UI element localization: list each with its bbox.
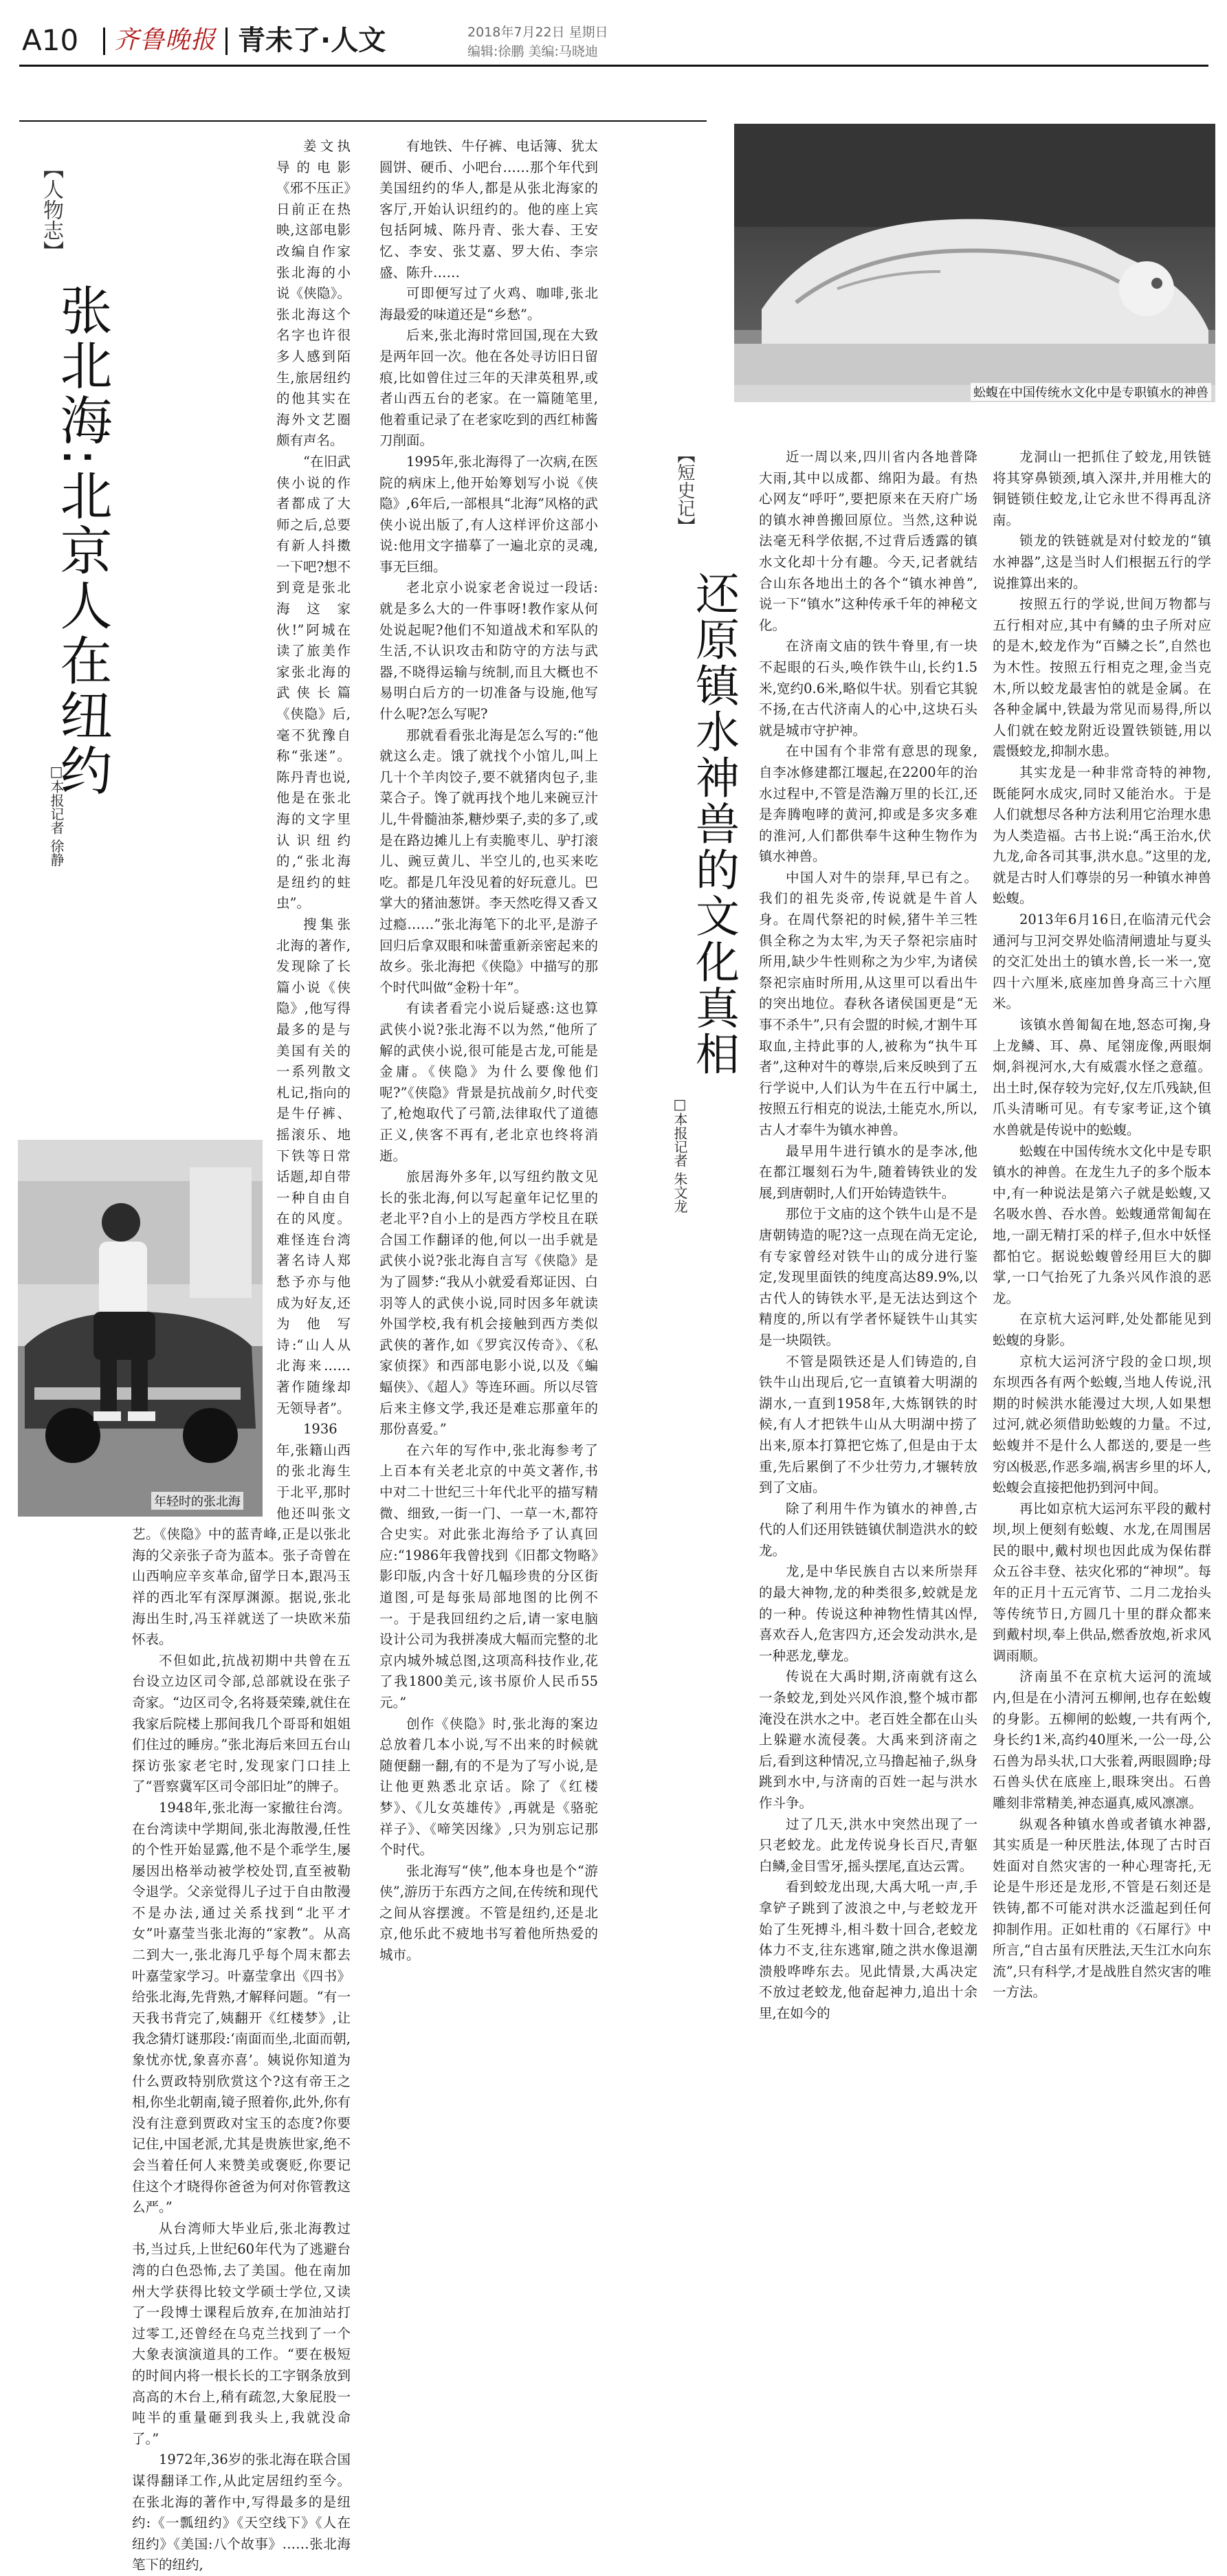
paragraph: 中国人对牛的崇拜,早已有之。我们的祖先炎帝,传说就是牛首人身。在周代祭祀的时候,猪牛羊三牲俱全称之为太牢,为天子祭祀宗庙时所用,缺少牛性则称之为少牢,为诸侯祭祀宗庙时所用,从这里可以看出牛的突出地位。春秋各诸侯国更是“无事不杀牛”,只有会盟的时候,才割牛耳取血,主持此事的人,被称为“执牛耳者”,这种对牛的尊崇,后来反映到了五行学说中,人们认为牛在五行中属土,按照五行相克的说法,土能克水,所以,古人才奉牛为镇水神兽。 — [759, 869, 977, 1138]
paragraph: 按照五行的学说,世间万物都与五行相对应,其中有鳞的虫子所对应的是木,蛟龙作为“百鳞之长”,自然也为木性。按照五行相克之理,金当克木,所以蛟龙最害怕的就是金属。在各种金属中,铁最为常见而易得,所以人们就在蛟龙附近设置铁锁链,用以震慑蛟龙,抑制水患。 — [993, 596, 1211, 760]
paragraph: 济南虽不在京杭大运河的流域内,但是在小清河五柳闸,也存在蚣蝮的身影。五柳闸的蚣蝮,一共有两个,身长约1米,高约40厘米,一公一母,公石兽为昂头状,口大张着,两眼圆睁;母石兽头伏在底座上,眼珠突出。石兽雕刻非常精美,神态逼真,威风凛凛。 — [993, 1669, 1211, 1811]
paragraph: 张北海写“侠”,他本身也是个“游侠”,游历于东西方之间,在传统和现代之间从容摆渡。不管是纽约,还是北京,他乐此不疲地书写着他所热爱的城市。 — [379, 1862, 598, 1963]
header-divider — [225, 27, 228, 55]
section-name: 青未了·人文 — [238, 25, 386, 56]
paragraph: 除了利用牛作为镇水的神兽,古代的人们还用铁链镇伏制造洪水的蛟龙。 — [759, 1500, 977, 1559]
paragraph: 纵观各种镇水兽或者镇水神器,其实质是一种厌胜法,体现了古时百姓面对自然灾害的一种心理寄托,无论是牛形还是龙形,不管是石刻还是铁铸,都不可能对洪水泛滥起到任何抑制作用。正如杜甫的《石犀行》中所言,“自古虽有厌胜法,天生江水向东流”,只有科学,才是战胜自然灾害的唯一方法。 — [993, 1816, 1211, 2001]
paragraph: 老北京小说家老舍说过一段话:就是多么大的一件事呀!教作家从何处说起呢?他们不知道战术和军队的生活,不认识攻击和防守的方法与武器,不晓得运输与统制,而且大概也不易明白后方的一切准备与设施,他写什么呢?怎么写呢? — [379, 580, 598, 723]
paragraph: 可即便写过了火鸡、咖啡,张北海最爱的味道还是“乡愁”。 — [379, 285, 598, 322]
page-editors: 编辑:徐鹏 美编:马晓迪 — [467, 44, 598, 59]
paragraph: 龙,是中华民族自古以来所崇拜的最大神物,龙的种类很多,蛟就是龙的一种。传说这种神物性情其凶悍,喜欢吞人,危害四方,还会发动洪水,是一种恶龙,孽龙。 — [759, 1563, 977, 1664]
paragraph: 不但如此,抗战初期中共曾在五台设立边区司令部,总部就设在张子奇家。“边区司令,名将聂荣臻,就住在我家后院楼上那间我几个哥哥和姐姐们住过的睡房。”张北海后来回五台山探访张家老宅时,发现家门口挂上了“晋察冀军区司令部旧址”的牌子。 — [132, 1652, 351, 1795]
byline: □本报记者 朱文龙 — [672, 1096, 688, 1213]
newspaper-name: 齐鲁晚报 — [114, 26, 217, 54]
paragraph: 创作《侠隐》时,张北海的案边总放着几本小说,写不出来的时候就随便翻一翻,有的不是为了写小说,是让他更熟悉北京话。除了《红楼梦》、《儿女英雄传》,再就是《骆驼祥子》、《啼笑因缘》,只为别忘记那个时代。 — [379, 1715, 598, 1858]
left-article-column-2 — [379, 136, 598, 2080]
headline: 张北海:北京人在纽约 — [52, 283, 113, 799]
paragraph: 近一周以来,四川省内各地普降大雨,其中以成都、绵阳为最。有热心网友“呼吁”,要把原来在天府广场的镇水神兽搬回原位。当然,这种说法毫无科学依据,不过背后透露的镇水文化却十分有趣。今天,记者就结合山东各地出土的各个“镇水神兽”,说一下“镇水”这种传承千年的神秘文化。 — [759, 449, 977, 633]
paragraph: 其实龙是一种非常奇特的神物,既能阿水成灾,同时又能治水。于是人们就想尽各种方法利用它治理水患为人类造福。古书上说:“禹王治水,伏九龙,命各司其事,洪水息。”这里的龙,就是古时人们尊崇的另一种镇水神兽蚣蝮。 — [993, 764, 1211, 907]
paragraph: 在六年的写作中,张北海参考了上百本有关老北京的中英文著作,书中对二十世纪三十年代北平的描写精微、细致,一街一门、一草一木,都符合史实。对此张北海给予了认真回应:“1986年我曾找到《旧都文物略》影印版,内含十好几幅珍贵的分区街道图,可是每张局部地图的比例不一。于是我回纽约之后,请一家电脑设计公司为我拼凑成大幅而完整的北京内城外城总图,这项高科技作业,花了我1800美元,该书原价人民币55元。” — [379, 1442, 598, 1710]
right-article-column-2 — [993, 447, 1211, 2080]
article-top-rule — [19, 120, 707, 122]
column-kicker: 【人物志】 — [39, 158, 63, 261]
issue-date: 2018年7月22日 星期日 — [467, 25, 608, 40]
paragraph: 2013年6月16日,在临清元代会通河与卫河交界处临清闸遗址与夏头的交汇处出土的镇水兽,长一米一,宽四十六厘米,底座加兽身高三十六厘米。 — [993, 912, 1211, 1012]
column-kicker-text: 人物志 — [39, 179, 63, 241]
header-divider — [103, 27, 105, 55]
paragraph: 在济南文庙的铁牛脊里,有一块不起眼的石头,唤作铁牛山,长约1.5米,宽约0.6米,略似牛状。别看它其貌不扬,在古代济南人的心中,这块石头就是城市守护神。 — [759, 638, 977, 738]
photo-illustration — [18, 1140, 263, 1517]
right-article-column-1 — [759, 447, 977, 2080]
paragraph: 最早用牛进行镇水的是李冰,他在都江堰刻石为牛,随着铸铁业的发展,到唐朝时,人们开始铸造铁牛。 — [759, 1143, 977, 1201]
header-rule — [19, 65, 1208, 67]
paragraph: 那位于文庙的这个铁牛山是不是唐朝铸造的呢?这一点现在尚无定论,有专家曾经对铁牛山的成分进行鉴定,发现里面铁的纯度高达89.9%,以古代人的铸铁水平,是无法达到这个精度的,所以有学者怀疑铁牛山其实是一块陨铁。 — [759, 1206, 977, 1348]
paragraph: 京杭大运河济宁段的金口坝,坝东坝西各有两个蚣蝮,当地人传说,汛期的时候洪水能漫过大坝,人如果想过河,就必须借助蚣蝮的力量。不过,蚣蝮并不是什么人都送的,要是一些穷凶极恶,作恶多端,祸害乡里的坏人,蚣蝮会直接把他扔到河中间。 — [993, 1353, 1211, 1496]
byline: □本报记者 徐静 — [48, 763, 65, 867]
paragraph: 有读者看完小说后疑惑:这也算武侠小说?张北海不以为然,“他所了解的武侠小说,很可能是古龙,可能是金庸。《侠隐》为什么要像他们呢?”《侠隐》背景是抗战前夕,时代变了,枪炮取代了弓箭,法律取代了道德正义,侠客不再有,老北京也终将消逝。 — [379, 1000, 598, 1164]
stone-beast-illustration — [734, 124, 1215, 402]
paragraph: 在京杭大运河畔,处处都能见到蚣蝮的身影。 — [993, 1311, 1211, 1348]
paragraph: 该镇水兽匍匐在地,怒态可掬,身上龙鳞、耳、鼻、尾翎庞像,两眼炯炯,斜视河水,大有威震水怪之意蕴。出土时,保存较为完好,仅左爪残缺,但爪头清晰可见。有专家考证,这个镇水兽就是传说中的蚣蝮。 — [993, 1017, 1211, 1138]
paragraph: 后来,张北海时常回国,现在大致是两年回一次。他在各处寻访旧日留痕,比如曾住过三年的天津英租界,或者山西五台的老家。在一篇随笔里,他着重记录了在老家吃到的西红柿酱刀削面。 — [379, 327, 598, 449]
photo-caption: 蚣蝮在中国传统水文化中是专职镇水的神兽 — [971, 383, 1211, 401]
paragraph: 不管是陨铁还是人们铸造的,自铁牛山出现后,它一直镇着大明湖的湖水,一直到1958年,大炼钢铁的时候,有人才把铁牛山从大明湖中捞了出来,原本打算把它炼了,但是由于太重,先后累倒了不少壮劳力,才辗转放到了文庙。 — [759, 1353, 977, 1496]
paragraph: 过了几天,洪水中突然出现了一只老蛟龙。此龙传说身长百尺,青躯白鳞,金目雪牙,摇头摆尾,直达云霄。 — [759, 1816, 977, 1874]
left-article-column-1 — [132, 136, 351, 2573]
column-kicker: 【短史记】 — [674, 445, 695, 535]
paragraph: 1972年,36岁的张北海在联合国谋得翻译工作,从此定居纽约至今。在张北海的著作中,写得最多的是纽约:《一瓢纽约》《天空线下》《人在纽约》《美国:八个故事》……张北海笔下的纽约, — [132, 2452, 351, 2573]
headline: 还原镇水神兽的文化真相 — [688, 571, 739, 1077]
paragraph: 龙洞山一把抓住了蛟龙,用铁链将其穿鼻锁颈,填入深井,并用椎大的铜链锁住蛟龙,让它永世不得再乱济南。 — [993, 449, 1211, 528]
paragraph: 锁龙的铁链就是对付蛟龙的“镇水神器”,这是当时人们根据五行的学说推算出来的。 — [993, 533, 1211, 591]
photo-young-zhang-beihai — [18, 1140, 263, 1517]
paragraph: 蚣蝮在中国传统水文化中是专职镇水的神兽。在龙生九子的多个版本中,有一种说法是第六子就是蚣蝮,又名吸水兽、吞水兽。蚣蝮通常匍匐在地,一副无精打采的样子,但水中妖怪都怕它。据说蚣蝮曾经用巨大的脚掌,一口气抬死了九条兴风作浪的恶龙。 — [993, 1143, 1211, 1306]
paragraph: 那就看看张北海是怎么写的:“他就这么走。饿了就找个小馆儿,叫上几十个羊肉饺子,要不就猪肉包子,韭菜合子。馋了就再找个地儿来碗豆汁儿,牛骨髓油茶,糖炒栗子,卖的多了,或是在路边摊儿上有卖脆枣儿、驴打滚儿、豌豆黄儿、半空儿的,也买来吃吃。都是几年没见着的好玩意儿。巴掌大的猪油葱饼。李天然吃得又香又过瘾……”张北海笔下的北平,是游子回归后拿双眼和味蕾重新亲密起来的故乡。张北海把《侠隐》中描写的那个时代叫做“金粉十年”。 — [379, 727, 598, 995]
paragraph: 1995年,张北海得了一次病,在医院的病床上,他开始筹划写小说《侠隐》,6年后,一部根具“北海”风格的武侠小说出版了,有人这样评价这部小说:他用文字描摹了一遍北京的灵魂,事无巨细。 — [379, 453, 598, 575]
paragraph: 1948年,张北海一家撤往台湾。在台湾读中学期间,张北海散漫,任性的个性开始显露,他不是个乖学生,屡屡因出格举动被学校处罚,直至被勒令退学。父亲觉得儿子过于自由散漫不是办法,通过关系找到“北平才女”叶嘉莹当张北海的“家教”。从高二到大一,张北海几乎每个周末都去叶嘉莹家学习。叶嘉莹拿出《四书》给张北海,先背熟,才解释问题。“有一天我书背完了,姨翻开《红楼梦》,让我念猜灯谜那段:‘南面而坐,北面而朝,象忧亦忧,象喜亦喜’。姨说你知道为什么贾政特别欣赏这个?这有帝王之相,你坐北朝南,镜子照着你,此外,你有没有注意到贾政对宝玉的态度?你要记住,中国老派,尤其是贵族世家,绝不会当着任何人来赞美或褒贬,你要记住这个才晓得你爸爸为何对你管教这么严。” — [132, 1799, 351, 2216]
photo-caption: 年轻时的张北海 — [151, 1492, 243, 1510]
paragraph: 看到蛟龙出现,大禹大吼一声,手拿铲子跳到了波浪之中,与老蛟龙开始了生死搏斗,相斗数十回合,老蛟龙体力不支,往东逃窜,随之洪水像退潮溃般哗哗东去。见此情景,大禹决定不放过老蛟龙,他奋起神力,追出十余里,在如今的 — [759, 1879, 977, 2021]
photo-stone-beast — [734, 124, 1215, 402]
paragraph: 在中国有个非常有意思的现象,自李冰修建都江堰起,在2200年的治水过程中,不管是浩瀚万里的长江,还是奔腾咆哮的黄河,抑或是多灾多难的淮河,人们都供奉牛这种生物作为镇水神兽。 — [759, 743, 977, 865]
page-number: A10 — [22, 23, 79, 57]
paragraph: 搜集张北海的著作,发现除了长篇小说《侠隐》,他写得最多的是与美国有关的一系列散文札记,指向的是牛仔裤、摇滚乐、地下铁等日常话题,却自带一种自由自在的风度。难怪连台湾著名诗人郑愁予亦与他成为好友,还为他写诗:“山人从北海来……著作随缘却无领导者”。 — [276, 916, 351, 1416]
paragraph: 旅居海外多年,以写纽约散文见长的张北海,何以写起童年记忆里的老北平?自小上的是西方学校且在联合国工作翻译的他,何以一出手就是武侠小说?张北海自言写《侠隐》是为了圆梦:“我从小就爱看郑证因、白羽等人的武侠小说,同时因多年就读外国学校,我有机会接触到西方类似武侠的著作,如《罗宾汉传奇》、《私家侦探》和西部电影小说,以及《蝙蝠侠》、《超人》等连环画。所以尽管后来主修文学,我还是难忘那童年的那份喜爱。” — [379, 1169, 598, 1438]
paragraph: 传说在大禹时期,济南就有这么一条蛟龙,到处兴风作浪,整个城市都淹没在洪水之中。老百姓全都在山头上躲避水流侵袭。大禹来到济南之后,看到这种情况,立马撸起袖子,纵身跳到水中,与济南的百姓一起与洪水作斗争。 — [759, 1669, 977, 1811]
paragraph: 有地铁、牛仔裤、电话簿、犹太圆饼、硬币、小吧台……那个年代到美国纽约的华人,都是从张北海家的客厅,开始认识纽约的。他的座上宾包括阿城、陈丹青、张大春、王安忆、李安、张艾嘉、罗大佑、李宗盛、陈升…… — [379, 138, 598, 280]
paragraph: 再比如京杭大运河东平段的戴村坝,坝上便刻有蚣蝮、水龙,在周围居民的眼中,戴村坝也因此成为保佑群众五谷丰登、祛灾化邪的“神坝”。每年的正月十五元宵节、二月二龙抬头等传统节日,方圆几十里的群众都来到戴村坝,奉上供品,燃香放炮,祈求风调雨顺。 — [993, 1500, 1211, 1664]
paragraph: 姜文执导的电影《邪不压正》日前正在热映,这部电影改编自作家张北海的小说《侠隐》。张北海这个名字也许很多人感到陌生,旅居纽约的他其实在海外文艺圈颇有声名。 — [276, 138, 351, 449]
paragraph: “在旧武侠小说的作者都成了大师之后,总要有新人抖擞一下吧?想不到竟是张北海这家伙!”阿城在读了旅美作家张北海的武侠长篇《侠隐》后,毫不犹豫自称“张迷”。陈丹青也说,他是在张北海的文字里认识纽约的,“张北海是纽约的蛀虫”。 — [276, 453, 351, 912]
column-kicker-text: 短史记 — [674, 463, 695, 517]
paragraph: 1936年,张籍山西的张北海生于北平,那时他还叫张文艺。《侠隐》中的蓝青峰,正是以张北海的父亲张子奇为蓝本。张子奇曾在山西响应辛亥革命,留学日本,跟冯玉祥的西北军有深厚渊源。据说,张北海出生时,冯玉祥就送了一块欧米茄怀表。 — [132, 1421, 351, 1648]
paragraph: 从台湾师大毕业后,张北海教过书,当过兵,上世纪60年代为了逃避台湾的白色恐怖,去了美国。他在南加州大学获得比较文学硕士学位,又读了一段博士课程后放弃,在加油站打过零工,还曾经在乌克兰找到了一个大象表演演道具的工作。“要在极短的时间内将一根长长的工字钢条放到高高的木台上,稍有疏忽,大象屁股一吨半的重量砸到我头上,我就没命了。” — [132, 2220, 351, 2447]
